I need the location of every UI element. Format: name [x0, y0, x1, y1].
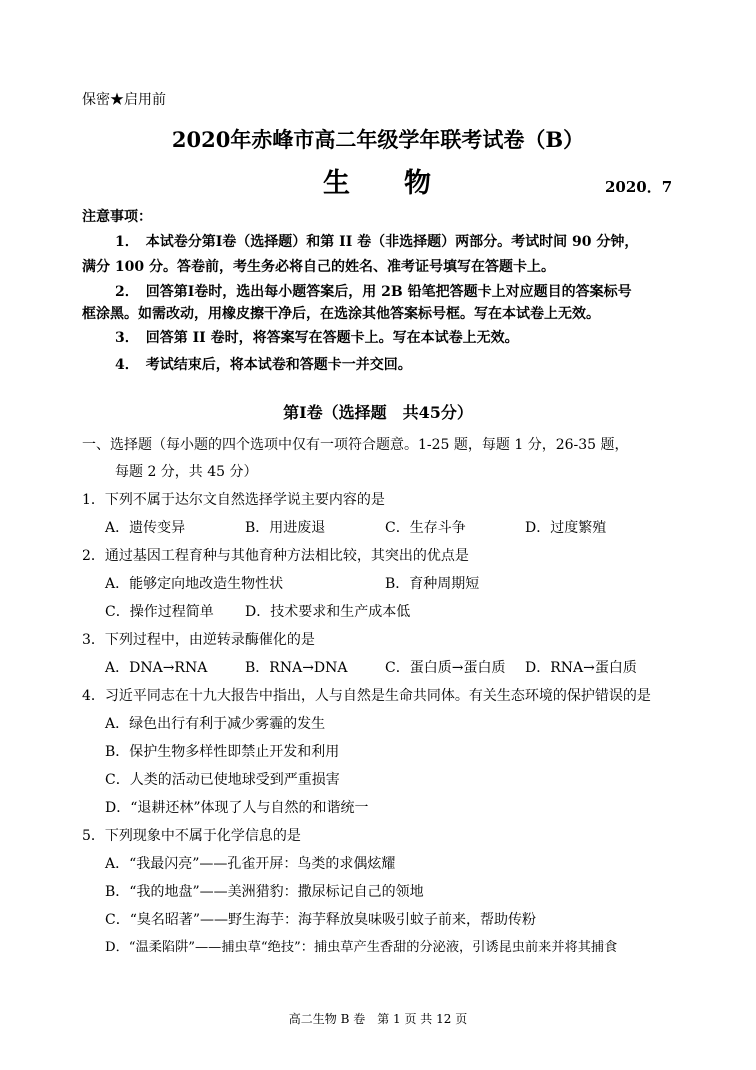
question-option: C．操作过程简单	[105, 604, 214, 620]
section-instruction: 一、选择题（每小题的四个选项中仅有一项符合题意。1-25 题，每题 1 分，26-35 题，	[82, 437, 629, 453]
question-option: A．DNA→RNA	[105, 660, 208, 676]
notice-line: 2． 回答第Ⅰ卷时，选出每小题答案后，用 2B 铅笔把答题卡上对应题目的答案标号	[115, 284, 632, 300]
subject-title: 生 物	[323, 168, 431, 199]
question-stem: 3．下列过程中，由逆转录酶催化的是	[82, 632, 315, 648]
confidential-mark: 保密★启用前	[82, 92, 166, 108]
question-option: D．“退耕还林”体现了人与自然的和谐统一	[105, 800, 369, 816]
notice-line: 1． 本试卷分第Ⅰ卷（选择题）和第 II 卷（非选择题）两部分。考试时间 90 分钟，	[115, 234, 639, 250]
question-stem: 4．习近平同志在十九大报告中指出，人与自然是生命共同体。有关生态环境的保护错误的是	[82, 688, 651, 704]
exam-title: 2020年赤峰市高二年级学年联考试卷（B）	[171, 127, 585, 152]
question-option: C．人类的活动已使地球受到严重损害	[105, 772, 340, 788]
page-footer: 高二生物 B 卷 第 1 页 共 12 页	[288, 1012, 468, 1026]
notice-line: 4． 考试结束后，将本试卷和答题卡一并交回。	[115, 357, 412, 373]
question-stem: 1．下列不属于达尔文自然选择学说主要内容的是	[82, 492, 385, 508]
question-option: A．能够定向地改造生物性状	[105, 576, 284, 592]
question-stem: 5．下列现象中不属于化学信息的是	[82, 828, 301, 844]
question-option: C．“臭名昭著”——野生海芋：海芋释放臭味吸引蚊子前来，帮助传粉	[105, 912, 537, 928]
question-option: B．RNA→DNA	[245, 660, 348, 676]
section-instruction: 每题 2 分，共 45 分）	[115, 464, 258, 480]
question-option: B．“我的地盘”——美洲猎豹：撒尿标记自己的领地	[105, 884, 424, 900]
question-stem: 2．通过基因工程育种与其他育种方法相比较，其突出的优点是	[82, 548, 469, 564]
section-title: 第Ⅰ卷（选择题 共45分）	[283, 403, 473, 422]
question-option: C．生存斗争	[385, 520, 466, 536]
notice-heading: 注意事项：	[82, 209, 152, 225]
question-option: D．技术要求和生产成本低	[245, 604, 411, 620]
question-option: A．绿色出行有利于减少雾霾的发生	[105, 716, 326, 732]
question-option: D．RNA→蛋白质	[525, 660, 637, 676]
question-option: D．“温柔陷阱”——捕虫草“绝技”：捕虫草产生香甜的分泌液，引诱昆虫前来并将其捕食	[105, 940, 618, 955]
question-option: C．蛋白质→蛋白质	[385, 660, 506, 676]
question-option: B．用进废退	[245, 520, 326, 536]
question-option: A．遗传变异	[105, 520, 186, 536]
notice-line: 3． 回答第 II 卷时，将答案写在答题卡上。写在本试卷上无效。	[115, 330, 519, 346]
exam-date: 2020．7	[605, 178, 673, 196]
question-option: A．“我最闪亮”——孔雀开屏：鸟类的求偶炫耀	[105, 856, 396, 872]
question-option: D．过度繁殖	[525, 520, 607, 536]
question-option: B．保护生物多样性即禁止开发和利用	[105, 744, 340, 760]
notice-line: 满分 100 分。答卷前，考生务必将自己的姓名、准考证号填写在答题卡上。	[82, 259, 555, 275]
notice-line: 框涂黑。如需改动，用橡皮擦干净后，在选涂其他答案标号框。写在本试卷上无效。	[82, 306, 600, 322]
question-option: B．育种周期短	[385, 576, 480, 592]
